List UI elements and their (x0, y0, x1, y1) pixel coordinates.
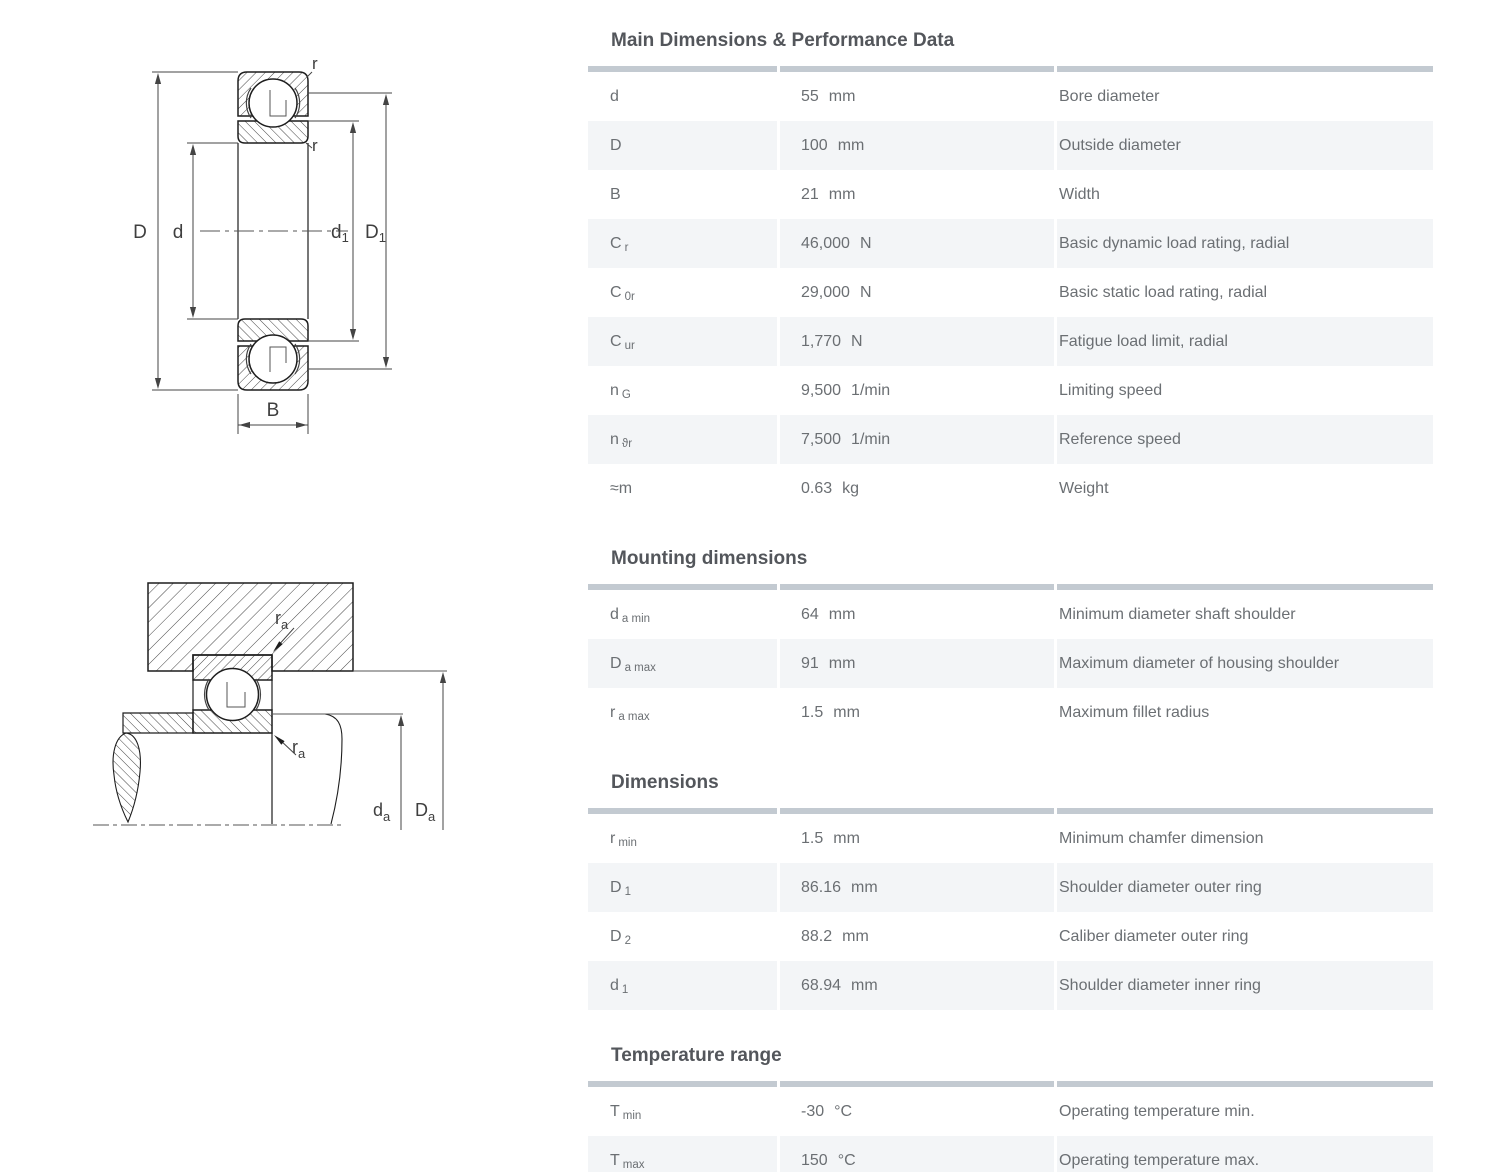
section-title: Dimensions (611, 772, 719, 793)
value-text: 1.5 (801, 703, 824, 721)
symbol-cell (588, 415, 777, 464)
value-cell (780, 366, 1054, 415)
table-row (588, 415, 1433, 464)
label-r-top: r (312, 54, 318, 73)
table-row (588, 912, 1433, 961)
description-text: Reference speed (1059, 430, 1181, 448)
value-cell (780, 170, 1054, 219)
symbol-subscript: ur (624, 339, 635, 352)
value-text: 7,500 (801, 430, 842, 448)
table-row (588, 639, 1433, 688)
symbol-subscript: min (618, 836, 637, 849)
symbol-cell (588, 808, 777, 863)
ball (207, 669, 259, 721)
description-cell (1057, 808, 1433, 863)
description-cell (1057, 584, 1433, 639)
value-text: 46,000 (801, 234, 850, 252)
symbol-cell (588, 66, 777, 121)
description-text: Width (1059, 185, 1100, 203)
section-title: Main Dimensions & Performance Data (611, 30, 955, 51)
symbol-cell (588, 366, 777, 415)
description-cell (1057, 961, 1433, 1010)
table-row (588, 219, 1433, 268)
description-text: Minimum chamfer dimension (1059, 829, 1264, 847)
description-cell (1057, 317, 1433, 366)
symbol-subscript: G (621, 388, 631, 401)
symbol-cell (588, 584, 777, 639)
value-cell (780, 121, 1054, 170)
symbol-text: d (610, 87, 619, 105)
unit-text: N (851, 332, 863, 350)
symbol-text: r (610, 703, 616, 721)
arrow-d-top (190, 144, 196, 155)
arrow-D-top (155, 73, 161, 84)
description-text: Basic static load rating, radial (1059, 283, 1268, 301)
symbol-subscript: max (622, 1158, 645, 1171)
table-row (588, 863, 1433, 912)
symbol-cell (588, 688, 777, 737)
symbol-cell (588, 219, 777, 268)
description-text: Shoulder diameter inner ring (1059, 976, 1261, 994)
ball-bottom (249, 335, 297, 383)
value-text: 1.5 (801, 829, 824, 847)
value-text: 1,770 (801, 332, 842, 350)
description-cell (1057, 66, 1433, 121)
symbol-text: D (610, 927, 622, 945)
shaft-end-curve (325, 714, 342, 824)
unit-text: mm (833, 703, 860, 721)
symbol-subscript: ϑr (621, 437, 633, 450)
description-cell (1057, 863, 1433, 912)
value-text: 0.63 (801, 479, 833, 497)
value-cell (780, 808, 1054, 863)
value-cell (780, 863, 1054, 912)
table-row (588, 961, 1433, 1010)
table-row (588, 688, 1433, 737)
value-text: -30 (801, 1102, 825, 1120)
label-Da: $D_a$ (415, 800, 436, 824)
description-text: Maximum fillet radius (1059, 703, 1210, 721)
value-cell (780, 961, 1054, 1010)
value-cell (780, 688, 1054, 737)
symbol-text: T (610, 1102, 620, 1120)
shaft-break-teardrop (113, 733, 140, 822)
value-text: 68.94 (801, 976, 842, 994)
symbol-text: C (610, 234, 622, 252)
symbol-subscript: a max (624, 661, 656, 674)
unit-text: N (859, 234, 872, 252)
symbol-cell (588, 268, 777, 317)
symbol-cell (588, 170, 777, 219)
spec-table (585, 1081, 1436, 1172)
symbol-cell (588, 961, 777, 1010)
arrow-B-left (239, 422, 250, 428)
description-text: Maximum diameter of housing shoulder (1059, 654, 1340, 672)
unit-text: 1/min (851, 381, 891, 399)
description-cell (1057, 639, 1433, 688)
symbol-cell (588, 1136, 777, 1172)
unit-text: mm (837, 136, 865, 154)
value-cell (780, 317, 1054, 366)
value-cell (780, 464, 1054, 513)
value-text: 88.2 (801, 927, 833, 945)
arrow-D1-top (383, 94, 389, 105)
arrow-B-right (296, 422, 307, 428)
description-cell (1057, 219, 1433, 268)
description-text: Basic dynamic load rating, radial (1059, 234, 1290, 252)
symbol-subscript: 2 (624, 934, 631, 947)
unit-text: mm (842, 927, 869, 945)
description-text: Bore diameter (1059, 87, 1160, 105)
table-row (588, 366, 1433, 415)
symbol-text: C (610, 332, 622, 350)
unit-text: °C (834, 1102, 853, 1120)
unit-text: mm (828, 654, 856, 672)
value-text: 55 (801, 87, 819, 105)
symbol-text: C (610, 283, 622, 301)
table-row (588, 584, 1433, 639)
description-text: Operating temperature max. (1059, 1151, 1260, 1169)
value-cell (780, 268, 1054, 317)
table-row (588, 1081, 1433, 1136)
label-d: d (172, 222, 184, 243)
value-cell (780, 912, 1054, 961)
table-row (588, 1136, 1433, 1172)
value-cell (780, 1081, 1054, 1136)
table-row (588, 121, 1433, 170)
spec-sections (588, 0, 1439, 1172)
table-row (588, 268, 1433, 317)
symbol-cell (588, 464, 777, 513)
symbol-text: n (610, 430, 619, 448)
value-cell (780, 639, 1054, 688)
symbol-text: B (610, 185, 621, 203)
label-ra-bottom: $r_a$ (292, 737, 306, 761)
section-title: Temperature range (611, 1045, 782, 1066)
description-text: Operating temperature min. (1059, 1102, 1255, 1120)
unit-text: mm (828, 605, 856, 623)
description-cell (1057, 121, 1433, 170)
description-cell (1057, 1081, 1433, 1136)
bearing-cross-section-figure (88, 38, 448, 468)
symbol-subscript: min (622, 1109, 642, 1122)
arrow-d1-bottom (350, 329, 356, 340)
value-cell (780, 219, 1054, 268)
symbol-text: D (610, 654, 622, 672)
value-text: 91 (801, 654, 819, 672)
value-text: 86.16 (801, 878, 842, 896)
unit-text: °C (837, 1151, 856, 1169)
symbol-subscript: 1 (624, 885, 631, 898)
description-cell (1057, 464, 1433, 513)
symbol-cell (588, 912, 777, 961)
arrow-d-bottom (190, 307, 196, 318)
symbol-cell (588, 639, 777, 688)
bearing-mounting-figure (85, 558, 485, 858)
symbol-subscript: 1 (621, 983, 629, 996)
symbol-text: d (610, 605, 619, 623)
label-da: $d_a$ (373, 800, 391, 824)
value-text: 21 (801, 185, 819, 203)
unit-text: mm (851, 976, 878, 994)
unit-text: kg (842, 479, 860, 497)
value-cell (780, 584, 1054, 639)
description-text: Weight (1059, 479, 1109, 497)
value-text: 150 (801, 1151, 828, 1169)
ball-top (249, 79, 297, 127)
unit-text: 1/min (851, 430, 891, 448)
value-text: 100 (801, 136, 828, 154)
value-cell (780, 66, 1054, 121)
symbol-text: r (610, 829, 616, 847)
label-r-mid: r (312, 136, 318, 155)
value-text: 64 (801, 605, 819, 623)
symbol-cell (588, 121, 777, 170)
description-cell (1057, 366, 1433, 415)
spec-table (585, 584, 1436, 737)
value-cell (780, 415, 1054, 464)
value-cell (780, 1136, 1054, 1172)
label-ra-top: $r_a$ (275, 608, 289, 632)
arrow-da (398, 715, 404, 726)
unit-text: mm (828, 87, 856, 105)
unit-text: N (859, 283, 872, 301)
description-text: Minimum diameter shaft shoulder (1059, 605, 1296, 623)
value-text: 9,500 (801, 381, 842, 399)
table-row (588, 464, 1433, 513)
shaft-shoulder-section (123, 713, 193, 733)
symbol-subscript: a max (618, 710, 650, 723)
value-text: 29,000 (801, 283, 850, 301)
label-d1: $d_1$ (331, 222, 349, 245)
unit-text: mm (833, 829, 860, 847)
symbol-text: T (610, 1151, 620, 1169)
spec-table (585, 66, 1436, 513)
label-B: B (266, 400, 280, 421)
symbol-subscript: a min (621, 612, 651, 625)
table-row (588, 808, 1433, 863)
section-title: Mounting dimensions (611, 548, 808, 569)
description-cell (1057, 268, 1433, 317)
spec-table (585, 808, 1436, 1010)
symbol-subscript: 0r (624, 290, 635, 303)
label-D: D (133, 222, 147, 243)
symbol-text: D (610, 136, 622, 154)
arrow-Da (440, 672, 446, 683)
unit-text: mm (828, 185, 856, 203)
arrow-D1-bottom (383, 357, 389, 368)
symbol-text: d (610, 976, 619, 994)
description-cell (1057, 170, 1433, 219)
description-text: Shoulder diameter outer ring (1059, 878, 1262, 896)
description-cell (1057, 912, 1433, 961)
description-text: Caliber diameter outer ring (1059, 927, 1249, 945)
description-text: Outside diameter (1059, 136, 1181, 154)
symbol-cell (588, 1081, 777, 1136)
symbol-text: D (610, 878, 622, 896)
arrow-D-bottom (155, 378, 161, 389)
symbol-text: n (610, 381, 619, 399)
description-cell (1057, 415, 1433, 464)
table-row (588, 66, 1433, 121)
symbol-subscript: r (624, 241, 629, 254)
symbol-cell (588, 317, 777, 366)
symbol-text: ≈m (610, 479, 633, 497)
unit-text: mm (851, 878, 878, 896)
table-row (588, 170, 1433, 219)
arrow-d1-top (350, 122, 356, 133)
description-text: Limiting speed (1059, 381, 1163, 399)
description-text: Fatigue load limit, radial (1059, 332, 1228, 350)
description-cell (1057, 688, 1433, 737)
table-row (588, 317, 1433, 366)
label-D1: $D_1$ (365, 222, 386, 245)
symbol-cell (588, 863, 777, 912)
description-cell (1057, 1136, 1433, 1172)
